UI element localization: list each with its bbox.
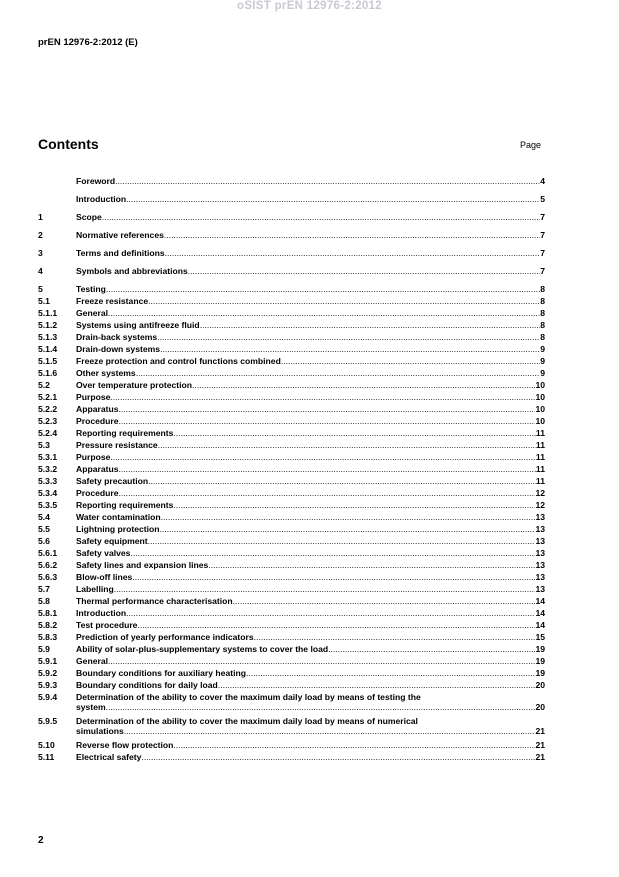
toc-entry[interactable]: [38, 356, 545, 366]
toc-entry-page: 19: [535, 656, 545, 666]
toc-entry-page: 14: [535, 608, 545, 618]
toc-entry[interactable]: [38, 230, 545, 240]
document-id: prEN 12976-2:2012 (E): [38, 37, 138, 48]
toc-entry-title: Lightning protection: [76, 524, 160, 534]
dot-leader: [126, 194, 540, 204]
toc-entry-title-continued: system: [76, 702, 106, 712]
toc-entry-number: 5.7: [38, 584, 50, 594]
toc-entry-number: [38, 176, 76, 186]
toc-entry-page: 5: [540, 194, 545, 204]
toc-entry-title: Safety lines and expansion lines: [76, 560, 209, 570]
toc-entry-number: 5.6: [38, 536, 50, 546]
toc-entry-page: 7: [540, 248, 545, 258]
toc-entry-page: 13: [535, 584, 545, 594]
toc-entry-number: 5.9.4: [38, 692, 58, 702]
toc-entry-title: Safety valves: [76, 548, 131, 558]
dot-leader: [132, 572, 535, 582]
dot-leader: [130, 548, 535, 558]
toc-entry-page: 13: [535, 548, 545, 558]
toc-entry-page: 13: [535, 536, 545, 546]
toc-entry-title: Introduction: [76, 194, 127, 204]
toc-entry[interactable]: [38, 464, 545, 474]
page-column-label: Page: [520, 140, 542, 150]
toc-entry-page: 8: [540, 296, 545, 306]
toc-entry-number: 5.9.1: [38, 656, 58, 666]
toc-entry[interactable]: [38, 320, 545, 330]
dot-leader: [188, 266, 540, 276]
toc-entry[interactable]: [38, 512, 545, 522]
toc-entry-title: Drain-down systems: [76, 344, 161, 354]
toc-entry-number: 5.8.3: [38, 632, 58, 642]
toc-entry[interactable]: [38, 488, 545, 498]
dot-leader: [110, 452, 536, 462]
toc-entry[interactable]: [38, 212, 545, 222]
toc-entry-page: 13: [535, 572, 545, 582]
toc-entry-page: 12: [535, 500, 545, 510]
dot-leader: [141, 752, 535, 762]
toc-entry-number: 5.3: [38, 440, 50, 450]
toc-entry-page: 10: [535, 392, 545, 402]
toc-entry-page: 10: [535, 404, 545, 414]
dot-leader: [126, 608, 535, 618]
toc-entry-number: [38, 194, 76, 204]
dot-leader: [254, 632, 536, 642]
dot-leader: [115, 176, 540, 186]
toc-entry-number: 2: [38, 230, 43, 240]
toc-entry-title: Over temperature protection: [76, 380, 193, 390]
toc-entry-title: Reporting requirements: [76, 500, 174, 510]
toc-entry-number: 5.9.2: [38, 668, 58, 678]
toc-entry-title: Reporting requirements: [76, 428, 174, 438]
toc-entry-title: Prediction of yearly performance indicators: [76, 632, 254, 642]
toc-entry[interactable]: [38, 308, 545, 318]
toc-entry-page: 10: [535, 416, 545, 426]
toc-entry-title: Safety precaution: [76, 476, 149, 486]
dot-leader: [102, 212, 540, 222]
toc-entry[interactable]: [38, 248, 545, 258]
toc-entry[interactable]: [38, 380, 545, 390]
toc-entry-title: Foreword: [76, 176, 116, 186]
toc-entry-page: 20: [535, 702, 545, 712]
toc-entry-title: Thermal performance characterisation: [76, 596, 233, 606]
toc-entry-page: 7: [540, 266, 545, 276]
toc-entry-title: Pressure resistance: [76, 440, 158, 450]
dot-leader: [158, 440, 536, 450]
toc-entry-page: 19: [535, 644, 545, 654]
toc-entry-number: 5.3.2: [38, 464, 58, 474]
toc-entry[interactable]: [38, 656, 545, 666]
toc-entry[interactable]: [38, 548, 545, 558]
toc-entry-page: 4: [540, 176, 545, 186]
toc-entry[interactable]: [38, 500, 545, 510]
toc-entry-number: 5.9.3: [38, 680, 58, 690]
toc-entry[interactable]: [38, 428, 545, 438]
toc-entry[interactable]: [38, 740, 545, 750]
toc-entry[interactable]: [38, 716, 545, 736]
dot-leader: [106, 284, 540, 294]
dot-leader: [173, 500, 535, 510]
toc-entry-number: 5.2.1: [38, 392, 58, 402]
toc-entry-page: 15: [535, 632, 545, 642]
toc-entry-page: 7: [540, 230, 545, 240]
dot-leader: [148, 536, 536, 546]
toc-entry-number: 5.8: [38, 596, 50, 606]
toc-entry-title: Testing: [76, 284, 106, 294]
toc-entry[interactable]: [38, 572, 545, 582]
toc-entry-title: Determination of the ability to cover the maximum daily load by means of numerical: [76, 716, 418, 726]
toc-entry-number: 5.6.3: [38, 572, 58, 582]
toc-entry-page: 11: [535, 440, 545, 450]
toc-entry-title: Boundary conditions for auxiliary heating: [76, 668, 246, 678]
toc-entry[interactable]: [38, 536, 545, 546]
dot-leader: [161, 512, 536, 522]
toc-entry-number: 5.9.5: [38, 716, 58, 726]
dot-leader: [119, 464, 536, 474]
toc-entry-number: 5.9: [38, 644, 50, 654]
toc-entry-page: 19: [535, 668, 545, 678]
toc-entry-page: 9: [540, 344, 545, 354]
toc-entry-title: Blow-off lines: [76, 572, 133, 582]
dot-leader: [114, 584, 536, 594]
dot-leader: [124, 726, 536, 736]
toc-entry-page: 21: [535, 726, 545, 736]
toc-entry-page: 8: [540, 320, 545, 330]
toc-entry-number: 5.8.2: [38, 620, 58, 630]
dot-leader: [160, 524, 536, 534]
toc-entry-page: 14: [535, 596, 545, 606]
toc-entry-title: Apparatus: [76, 404, 119, 414]
toc-entry[interactable]: [38, 692, 545, 712]
dot-leader: [173, 428, 535, 438]
dot-leader: [106, 702, 536, 712]
toc-entry-number: 5.1.5: [38, 356, 58, 366]
toc-entry-title-continued: simulations: [76, 726, 124, 736]
toc-entry-page: 8: [540, 284, 545, 294]
toc-entry-title: Boundary conditions for daily load: [76, 680, 218, 690]
toc-entry-title: General: [76, 308, 109, 318]
toc-entry-title: Procedure: [76, 416, 119, 426]
toc-entry-page: 8: [540, 308, 545, 318]
toc-entry-page: 12: [535, 488, 545, 498]
toc-entry-page: 14: [535, 620, 545, 630]
dot-leader: [136, 368, 541, 378]
toc-entry-title: Safety equipment: [76, 536, 148, 546]
toc-entry[interactable]: [38, 368, 545, 378]
toc-entry[interactable]: [38, 416, 545, 426]
toc-entry-title: Labelling: [76, 584, 114, 594]
dot-leader: [119, 488, 536, 498]
toc-entry-number: 5.8.1: [38, 608, 58, 618]
toc-entry[interactable]: [38, 752, 545, 762]
toc-entry[interactable]: [38, 392, 545, 402]
toc-entry[interactable]: [38, 176, 545, 186]
dot-leader: [110, 392, 535, 402]
toc-entry-page: 13: [535, 524, 545, 534]
toc-entry[interactable]: [38, 668, 545, 678]
toc-entry-title: Purpose: [76, 392, 111, 402]
toc-entry-number: 5.5: [38, 524, 50, 534]
toc-entry-title: Ability of solar-plus-supplementary systems to cover the load: [76, 644, 329, 654]
toc-entry-number: 5.2.3: [38, 416, 58, 426]
toc-entry-number: 5.1.2: [38, 320, 58, 330]
toc-entry-title: Introduction: [76, 608, 127, 618]
toc-entry[interactable]: [38, 524, 545, 534]
toc-entry-title: Apparatus: [76, 464, 119, 474]
toc-entry-number: 5.11: [38, 752, 55, 762]
toc-entry-page: 20: [535, 680, 545, 690]
toc-entry-number: 5.2.4: [38, 428, 58, 438]
toc-entry-title: Freeze protection and control functions combined: [76, 356, 281, 366]
toc-entry-number: 5.6.1: [38, 548, 58, 558]
toc-entry-number: 3: [38, 248, 43, 258]
toc-entry[interactable]: [38, 284, 545, 294]
toc-entry[interactable]: [38, 620, 545, 630]
toc-entry-title: Terms and definitions: [76, 248, 165, 258]
toc-entry-page: 9: [540, 356, 545, 366]
toc-entry-number: 5.3.1: [38, 452, 58, 462]
toc-entry[interactable]: [38, 596, 545, 606]
toc-entry-title: Systems using antifreeze fluid: [76, 320, 200, 330]
dot-leader: [157, 332, 540, 342]
dot-leader: [148, 296, 540, 306]
toc-entry-number: 5.2.2: [38, 404, 58, 414]
toc-entry-number: 1: [38, 212, 43, 222]
toc-entry-page: 11: [535, 476, 545, 486]
dot-leader: [119, 416, 536, 426]
toc-entry-page: 10: [535, 380, 545, 390]
toc-entry-title: Test procedure: [76, 620, 138, 630]
toc-entry-title: Freeze resistance: [76, 296, 149, 306]
toc-entry-number: 5.2: [38, 380, 50, 390]
toc-entry-number: 5.1: [38, 296, 50, 306]
dot-leader: [173, 740, 535, 750]
toc-entry-page: 8: [540, 332, 545, 342]
toc-entry-title: Reverse flow protection: [76, 740, 174, 750]
toc-entry[interactable]: [38, 296, 545, 306]
toc-entry-title: Procedure: [76, 488, 119, 498]
toc-entry-page: 13: [535, 512, 545, 522]
toc-entry-page: 11: [535, 464, 545, 474]
dot-leader: [328, 644, 535, 654]
toc-entry-page: 9: [540, 368, 545, 378]
toc-entry-page: 11: [535, 452, 545, 462]
toc-entry-title: Scope: [76, 212, 102, 222]
dot-leader: [137, 620, 535, 630]
toc-entry-number: 5.10: [38, 740, 55, 750]
toc-entry[interactable]: [38, 680, 545, 690]
toc-entry-number: 5.3.3: [38, 476, 58, 486]
dot-leader: [246, 668, 535, 678]
toc-entry-title: Water contamination: [76, 512, 161, 522]
watermark: oSIST prEN 12976-2:2012: [237, 0, 382, 12]
dot-leader: [200, 320, 541, 330]
toc-entry-number: 5.3.4: [38, 488, 58, 498]
toc-entry-number: 4: [38, 266, 43, 276]
dot-leader: [148, 476, 536, 486]
dot-leader: [108, 308, 540, 318]
toc-entry[interactable]: [38, 440, 545, 450]
toc-entry-number: 5.1.3: [38, 332, 58, 342]
toc-entry[interactable]: [38, 608, 545, 618]
toc-entry-page: 7: [540, 212, 545, 222]
dot-leader: [160, 344, 540, 354]
toc-entry-number: 5.4: [38, 512, 50, 522]
toc-entry[interactable]: [38, 632, 545, 642]
toc-entry-number: 5: [38, 284, 43, 294]
toc-entry[interactable]: [38, 452, 545, 462]
toc-entry[interactable]: [38, 584, 545, 594]
toc-entry-page: 21: [535, 752, 545, 762]
toc-entry-number: 5.1.6: [38, 368, 58, 378]
dot-leader: [164, 230, 540, 240]
toc-entry[interactable]: [38, 560, 545, 570]
toc-entry[interactable]: [38, 476, 545, 486]
dot-leader: [192, 380, 535, 390]
toc-entry-number: 5.1.1: [38, 308, 58, 318]
toc-entry[interactable]: [38, 266, 545, 276]
toc-entry-title: Electrical safety: [76, 752, 142, 762]
toc-entry[interactable]: [38, 644, 545, 654]
toc-entry-title: Normative references: [76, 230, 164, 240]
dot-leader: [218, 680, 536, 690]
toc-entry-page: 11: [535, 428, 545, 438]
toc-entry-title: Determination of the ability to cover the maximum daily load by means of testing the: [76, 692, 421, 702]
toc-entry[interactable]: [38, 332, 545, 342]
toc-entry[interactable]: [38, 404, 545, 414]
dot-leader: [208, 560, 535, 570]
toc-entry-number: 5.3.5: [38, 500, 58, 510]
toc-entry-number: 5.1.4: [38, 344, 58, 354]
toc-entry[interactable]: [38, 194, 545, 204]
toc-entry-title: General: [76, 656, 109, 666]
dot-leader: [281, 356, 540, 366]
toc-entry-page: 13: [535, 560, 545, 570]
dot-leader: [165, 248, 541, 258]
dot-leader: [108, 656, 535, 666]
toc-entry-page: 21: [535, 740, 545, 750]
toc-entry-number: 5.6.2: [38, 560, 58, 570]
toc-entry-title: Symbols and abbreviations: [76, 266, 188, 276]
page-number: 2: [38, 835, 44, 846]
toc-entry-title: Purpose: [76, 452, 111, 462]
toc-entry-title: Drain-back systems: [76, 332, 158, 342]
contents-heading: Contents: [38, 136, 99, 152]
toc-entry[interactable]: [38, 344, 545, 354]
dot-leader: [233, 596, 536, 606]
dot-leader: [119, 404, 536, 414]
toc-entry-title: Other systems: [76, 368, 136, 378]
